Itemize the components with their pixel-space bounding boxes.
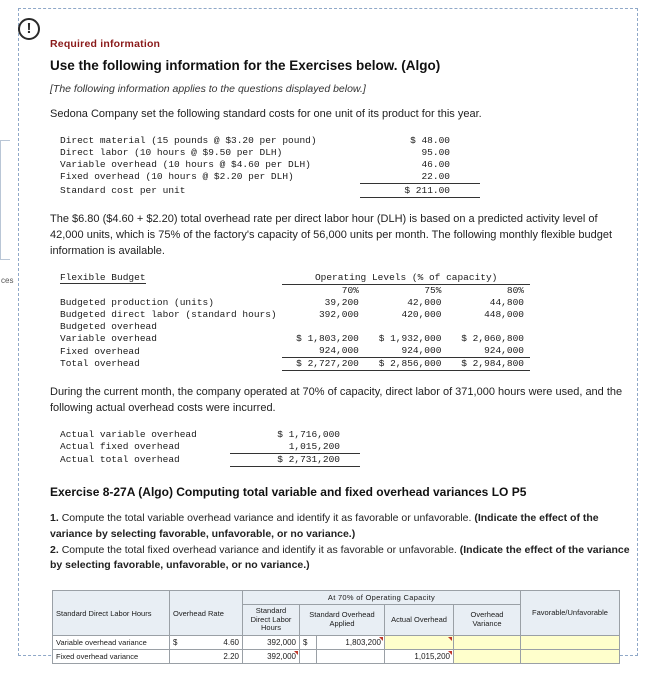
requirement-text: Compute the total fixed overhead variance and identify it as favorable or unfavorable. [61, 543, 457, 556]
col-header-70: 70% [341, 285, 359, 297]
table-row [60, 321, 530, 333]
table-row-total [60, 358, 530, 371]
current-month-paragraph: During the current month, the company operated at 70% of capacity, direct labor of 371,000 hours were used, and the following actual overhead costs were incurred. [50, 386, 623, 415]
requirement-instruction: (Indicate the effect of the variance by selecting favorable, unfavorable, or no variance.) [50, 543, 630, 572]
cost-label: Direct material (15 pounds @ $3.20 per pound) [60, 134, 317, 146]
required-information-label: Required information [50, 38, 161, 50]
header-standard-overhead-applied: Standard Overhead Applied [300, 605, 385, 636]
cell-value: 39,200 [324, 297, 359, 309]
operating-levels-header: Operating Levels (% of capacity) [282, 272, 530, 285]
table-row-percent-headers [60, 285, 530, 298]
row-label: Fixed overhead [60, 345, 140, 357]
answer-grid [52, 590, 630, 664]
variable-standard-overhead-applied-cell: 1,803,200 [317, 636, 385, 650]
row-label: Budgeted production (units) [60, 297, 214, 309]
flexible-budget-section [60, 272, 530, 372]
cell-value: 1,015,200 [230, 441, 360, 454]
fixed-standard-hours-cell: 392,000 [243, 650, 300, 664]
actual-overhead-table [60, 429, 360, 467]
page-title: Use the following information for the Exercises below. (Algo) [50, 58, 441, 73]
cell-value: $ 2,856,000 [365, 358, 448, 371]
requirement-text: Compute the total variable overhead variance and identify it as favorable or unfavorable. [61, 512, 472, 525]
cell-value: 420,000 [401, 309, 442, 321]
header-overhead-variance: Overhead Variance [454, 605, 521, 636]
fixed-favorable-unfavorable-select[interactable] [521, 650, 620, 664]
standard-cost-table [60, 135, 480, 198]
applied-dollar-sign: $ [300, 636, 317, 650]
table-row [60, 297, 530, 309]
variable-overhead-variance-input[interactable] [454, 636, 521, 650]
exercise-title: Exercise 8-27A (Algo) Computing total variable and fixed overhead variances LO P5 [50, 485, 527, 500]
cell-value [282, 321, 365, 333]
margin-text-fragment: ces [1, 276, 14, 285]
flexible-budget-table [60, 272, 530, 372]
cost-amount: 22.00 [421, 170, 450, 182]
table-row [60, 333, 530, 345]
requirement-instruction: (Indicate the effect of the variance by selecting favorable, unfavorable, or no variance.) [50, 512, 599, 540]
cost-amount: 95.00 [421, 146, 450, 158]
table-row [60, 159, 480, 171]
requirement-number: 2. [50, 543, 59, 556]
table-row [53, 636, 620, 650]
cost-label: Variable overhead (10 hours @ $4.60 per DLH) [60, 158, 311, 170]
cell-value: 924,000 [282, 345, 365, 358]
applies-note: [The following information applies to the questions displayed below.] [50, 83, 366, 95]
header-actual-overhead: Actual Overhead [385, 605, 454, 636]
row-label: Budgeted overhead [60, 321, 157, 333]
header-favorable-unfavorable: Favorable/Unfavorable [521, 591, 620, 636]
table-row-header-band [53, 591, 620, 605]
table-row [60, 429, 360, 441]
dollar-sign: $ [173, 638, 178, 647]
row-label: Variable overhead [60, 333, 157, 345]
standard-cost-total-amount: $ 211.00 [360, 183, 480, 197]
row-label: Actual fixed overhead [60, 441, 180, 453]
cost-amount: $ 48.00 [410, 134, 450, 146]
overhead-paragraph: The $6.80 ($4.60 + $2.20) total overhead rate per direct labor hour (DLH) is based on a predicted activity level of 42,000 units, which is 75% of the factory's capacity of 56,000 units per month. The following monthly flexible budget information is available. [50, 212, 612, 257]
variable-actual-overhead-input[interactable] [385, 636, 454, 650]
cost-label: Direct labor (10 hours @ $9.50 per DLH) [60, 146, 283, 158]
row-label: Total overhead [60, 358, 140, 370]
flexible-budget-title [60, 272, 282, 285]
standard-cost-total-label: Standard cost per unit [60, 185, 186, 197]
cell-value: 392,000 [318, 309, 359, 321]
row-label-fixed-overhead-variance: Fixed overhead variance [53, 650, 170, 664]
variable-standard-hours-cell: 392,000 [243, 636, 300, 650]
fixed-standard-overhead-applied-cell [317, 650, 385, 664]
variable-favorable-unfavorable-select[interactable] [521, 636, 620, 650]
table-row [60, 441, 360, 454]
rate-value: 4.60 [223, 638, 239, 647]
cell-value: 42,000 [407, 297, 442, 309]
fixed-actual-overhead-cell: 1,015,200 [385, 650, 454, 664]
row-label: Actual variable overhead [60, 429, 197, 441]
cell-value: $ 1,932,000 [378, 333, 442, 345]
cell-value: $ 1,716,000 [277, 429, 340, 441]
cost-label: Fixed overhead (10 hours @ $2.20 per DLH) [60, 171, 294, 183]
cell-value: 44,800 [489, 297, 524, 309]
cell-value: $ 2,984,800 [447, 358, 530, 371]
table-row [60, 135, 480, 147]
flexible-budget-title-text: Flexible Budget [60, 271, 146, 283]
row-label-variable-overhead-variance: Variable overhead variance [53, 636, 170, 650]
cell-value: $ 2,727,200 [282, 358, 365, 371]
fixed-overhead-rate-cell: 2.20 [170, 650, 243, 664]
exclamation-icon: ! [18, 18, 40, 40]
requirement-1 [50, 511, 630, 543]
applied-dollar-sign-2 [300, 650, 317, 664]
cell-value: $ 2,731,200 [230, 454, 360, 467]
capacity-band-label: At 70% of Operating Capacity [243, 591, 521, 605]
cell-value: 448,000 [484, 309, 524, 321]
header-standard-direct-labor-hours: Standard Direct Labor Hours [53, 591, 170, 636]
row-label: Actual total overhead [60, 454, 180, 466]
intro-paragraph: Sedona Company set the following standard costs for one unit of its product for this year. [50, 108, 482, 120]
cell-value [447, 321, 530, 333]
table-row [60, 345, 530, 358]
cell-value [365, 321, 448, 333]
header-overhead-rate: Overhead Rate [170, 591, 243, 636]
col-header-80: 80% [506, 285, 524, 297]
problem-content [50, 38, 630, 664]
table-row [60, 309, 530, 321]
table-row [53, 650, 620, 664]
table-row [60, 147, 480, 159]
cell-value: $ 2,060,800 [461, 333, 524, 345]
cell-value: $ 1,803,200 [296, 333, 359, 345]
cell-value: 924,000 [447, 345, 530, 358]
table-row [60, 272, 530, 285]
requirement-2 [50, 543, 630, 575]
row-label: Budgeted direct labor (standard hours) [60, 309, 277, 321]
variance-answer-table [52, 590, 620, 664]
requirement-number: 1. [50, 512, 59, 525]
table-row-total [60, 454, 360, 467]
variable-overhead-rate-cell [170, 636, 243, 650]
table-row-total [60, 183, 480, 197]
table-row [60, 171, 480, 184]
header-standard-direct-labor-hours-2: Standard Direct Labor Hours [243, 605, 300, 636]
col-header-75: 75% [424, 285, 442, 297]
cell-value: 924,000 [365, 345, 448, 358]
cost-amount: 46.00 [421, 158, 450, 170]
fixed-overhead-variance-input[interactable] [454, 650, 521, 664]
spacer [60, 285, 282, 298]
scan-edge-artifact [0, 140, 10, 260]
requirements-list [50, 511, 630, 574]
